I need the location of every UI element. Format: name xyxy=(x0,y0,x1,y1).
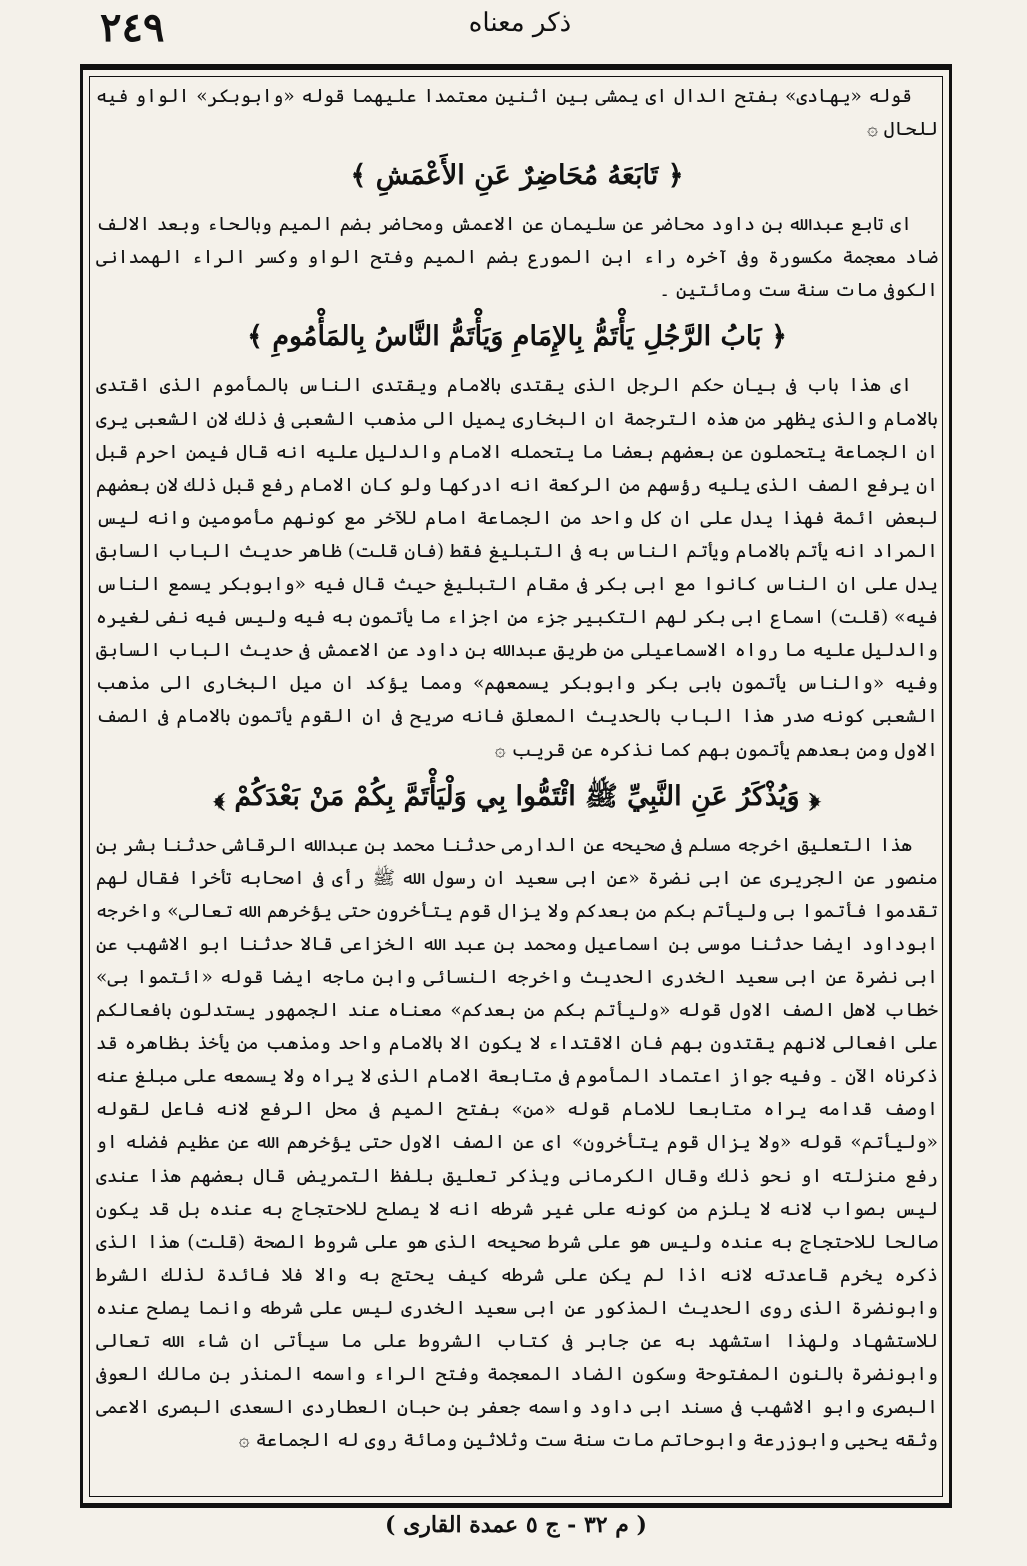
paragraph: قوله «يهادى» بفتح الدال اى يمشى بين اثنين معتمدا عليهما قوله «وابوبكر» الواو فيه للحال ۞ xyxy=(96,86,938,141)
main-text xyxy=(96,80,938,1457)
section-heading: ﴿ تَابَعَهُ مُحَاضِرٌ عَنِ الأَعْمَشِ ﴾ xyxy=(350,160,684,192)
paragraph: هذا التعليق اخرجه مسلم فى صحيحه عن الدارمى حدثنا محمد بن عبدالله الرقاشى حدثنا بشر بن منصور عن الجريرى عن ابى نضرة «عن ابى سعيد ان رسول الله ﷺ رأى فى اصحابه تأخرا فقال لهم تقدموا فأتموا بى وليأتم بكم من بعدكم ولا يزال قوم يتأخرون حتى يؤخرهم الله تعالى» واخرجه ابوداود ايضا حدثنا موسى بن اسماعيل ومحمد بن عبد الله الخزاعى قالا حدثنا ابو الاشهب عن ابى نضرة عن ابى سعيد الخدرى الحديث واخرجه النسائى وابن ماجه ايضا قوله «ائتموا بى» خطاب لاهل الصف الاول قوله «وليأتم بكم من بعدكم» معناه عند الجمهور يستدلون بافعالكم على افعالى لانهم يقتدون بهم فان الاقتداء لا يكون الا بالامام واحد ومذهب من يأخذ بظاهره قد ذكرناه الآن ۔ وفيه جواز اعتماد المأموم فى متابعة الامام الذى لا يراه ولا يسمعه على مبلغ عنه اوصف قدامه يراه متابعا للامام قوله «من» بفتح الميم فى محل الرفع لانه فاعل لقوله «وليأتم» قوله «ولا يزال قوم يتأخرون» اى عن الصف الاول حتى يؤخرهم الله عن عظيم فضله او رفع منزلته او نحو ذلك وقال الكرمانى ويذكر تعليق بلفظ التمريض قال بعضهم هذا عندى ليس بصواب لانه لا يلزم من كونه على غير شرطه انه لا يصلح للاحتجاج به عنده بل قد يكون صالحا للاحتجاج به عنده وليس هو على شرط صحيحه الذى هو على شروط الصحة (قلت) هذا الذى ذكره يخرم قاعدته لانه اذا لم يكن على شرطه كيف يحتج به والا فلا فائدة لذلك الشرط وابونضرة الذى روى الحديث المذكور عن ابى سعيد الخدرى ليس على شرطه وانما يصلح عنده للاستشهاد ولهذا استشهد به عن جابر فى كتاب الشروط على ما سيأتى ان شاء الله تعالى وابونضرة بالنون المفتوحة وسكون الضاد المعجمة وفتح الراء واسمه المنذر بن مالك العوفى البصرى وابو الاشهب فى مسند ابى داود واسمه جعفر بن حبان العطاردى السعدى البصرى الاعمى وثقه يحيى وابوزرعة وابوحاتم مات سنة ست وثلاثين ومائة روى له الجماعة ۞ xyxy=(96,834,938,1452)
printer-signature: ( م ٣٢ - ج ٥ عمدة القارى ) xyxy=(385,1512,647,1538)
running-head xyxy=(80,0,960,56)
section-heading: ﴿ وَيُذْكَرُ عَنِ النَّبِيِّ ﷺ ائْتَمُّوا بِي وَلْيَأْتَمَّ بِكُمْ مَنْ بَعْدَكُمْ ﴾ xyxy=(213,780,821,812)
running-title: ذكر معناه xyxy=(468,8,572,38)
paragraph: اى تابع عبدالله بن داود محاضر عن سليمان عن الاعمش ومحاضر بضم الميم وبالحاء وبعد الالف ضاد معجمة مكسورة وفى آخره راء ابن المورع بضم الميم وفتح الواو وكسر الراء الهمدانى الكوفى مات سنة ست ومائتين ۔ xyxy=(96,214,938,302)
section-heading: ﴿ بَابُ الرَّجُلِ يَأْتَمُّ بِالإِمَامِ وَيَأْتَمُّ النَّاسُ بِالمَأْمُومِ ﴾ xyxy=(247,321,787,353)
paragraph: اى هذا باب فى بيان حكم الرجل الذى يقتدى بالامام ويقتدى الناس بالمأموم الذى اقتدى بالامام والذى يظهر من هذه الترجمة ان البخارى يميل الى مذهب الشعبى فى ذلك لان الشعبى يرى ان الجماعة يتحملون عن بعضهم بعضا ما يتحمله الامام والدليل عليه انه قال فيمن احرم قبل ان يرفع الصف الذى يليه رؤسهم من الركعة انه ادركها ولو كان الامام رفع قبل ذلك لان بعضهم لبعض ائمة فهذا يدل على ان كل واحد من الجماعة امام للآخر مع كونهم مأمومين وانه ليس المراد انه يأتم بالامام ويأتم الناس به فى التبليغ فقط (فان قلت) ظاهر حديث الباب السابق يدل على ان الناس كانوا مع ابى بكر فى مقام التبليغ حيث قال فيه «وابوبكر يسمع الناس فيه» (قلت) اسماع ابى بكر لهم التكبير جزء من اجزاء ما يأتمون به فيه وليس فيه نفى لغيره والدليل عليه ما رواه الاسماعيلى من طريق عبدالله بن داود عن الاعمش فى حديث الباب السابق وفيه «والناس يأتمون بابى بكر وابوبكر يسمعهم» ومما يؤكد ان ميل البخارى الى مذهب الشعبى كونه صدر هذا الباب بالحديث المعلق فانه صريح فى ان القوم يأتمون بالامام فى الصف الاول ومن بعدهم يأتمون بهم كما نذكره عن قريب ۞ xyxy=(96,375,938,761)
page-number: ٢٤٩ xyxy=(100,4,165,51)
